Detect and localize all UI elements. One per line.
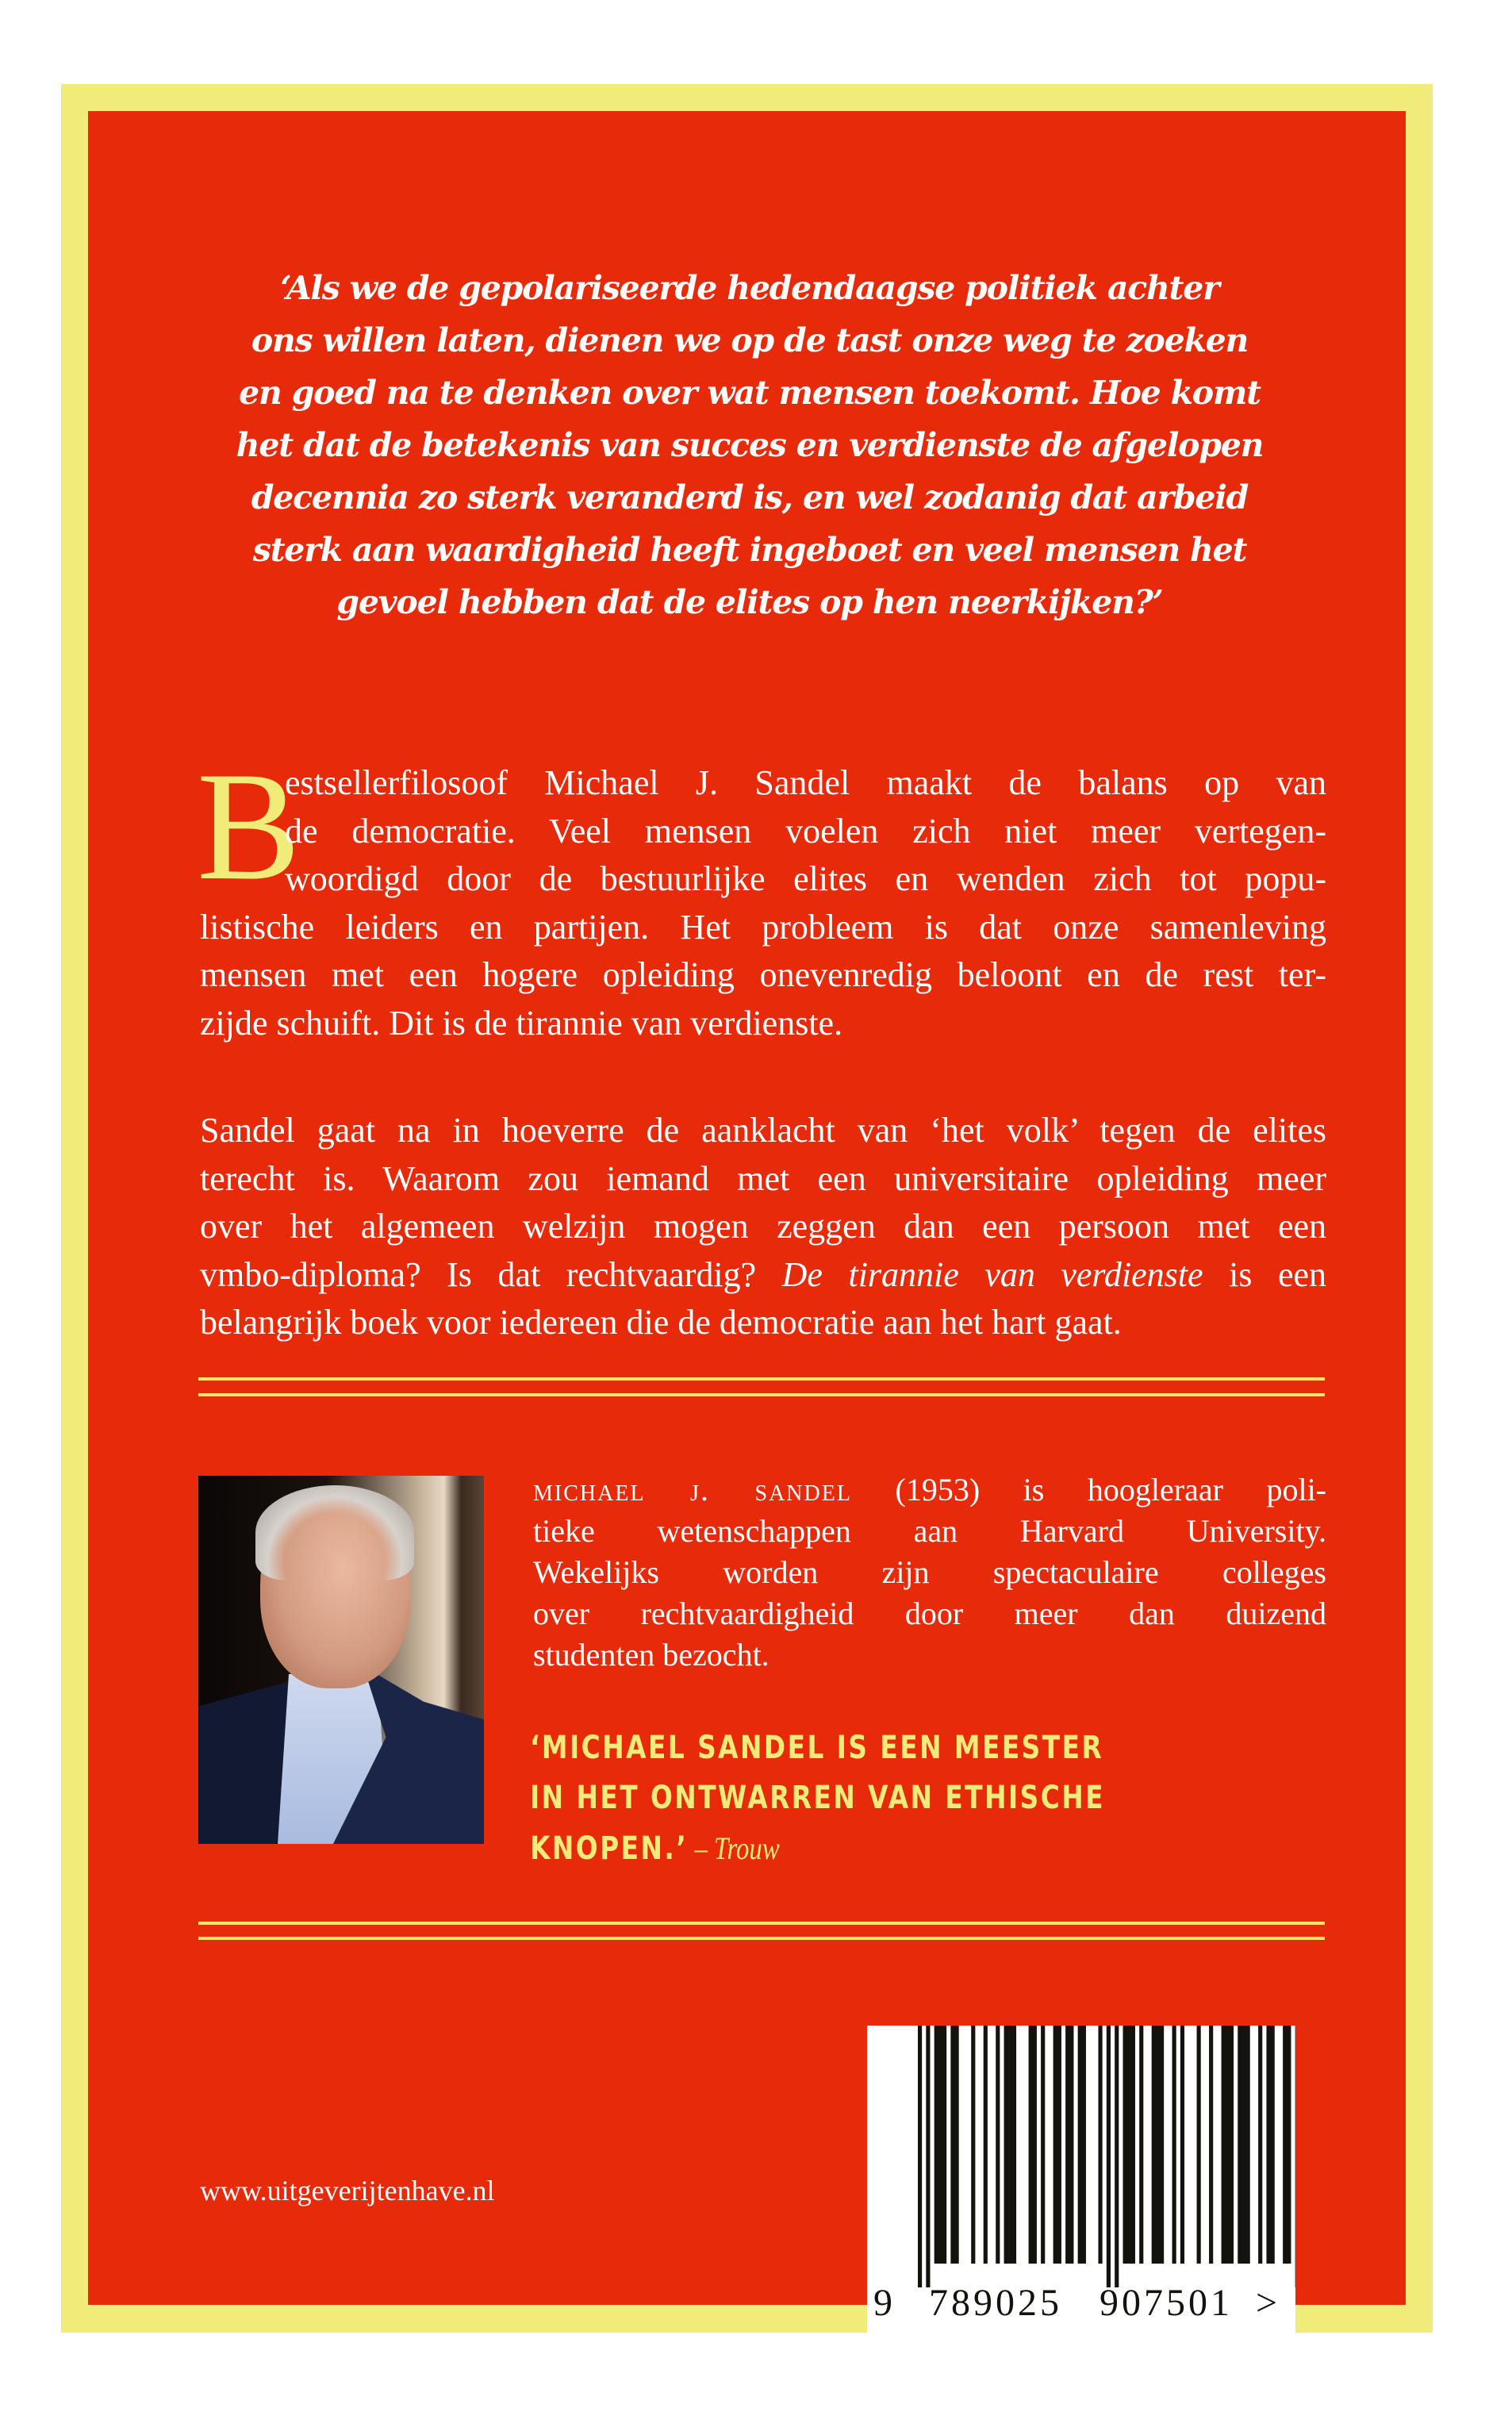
text-line: tieke wetenschappen aan Harvard University. xyxy=(533,1513,1326,1549)
blurb-text: KNOPEN.’ xyxy=(530,1830,689,1867)
barcode-bar xyxy=(1266,2026,1274,2264)
barcode-bar xyxy=(971,2026,975,2264)
barcode-bar xyxy=(1123,2026,1136,2264)
quote-line: ‘Als we de gepolariseerde hedendaagse politiek achter xyxy=(280,269,1219,307)
text-line xyxy=(200,1251,1326,1300)
isbn-right-group: 907501 xyxy=(1099,2282,1233,2324)
text-line: woordigd door de bestuurlijke elites en wenden zich tot popu- xyxy=(285,859,1326,898)
text-line: zijde schuift. Dit is de tirannie van verdienste. xyxy=(200,1003,843,1043)
quote-line: sterk aan waardigheid heeft ingeboet en veel mensen het xyxy=(252,531,1247,569)
isbn-left-group: 789025 xyxy=(929,2282,1062,2324)
divider-line xyxy=(198,1393,1325,1396)
text-line: terecht is. Waarom zou iemand met een universitaire opleiding meer xyxy=(200,1158,1326,1198)
press-blurb xyxy=(530,1723,1180,1874)
text-segment: vmbo-diploma? Is dat rechtvaardig? xyxy=(200,1254,782,1294)
text-line: Sandel gaat na in hoeverre de aanklacht van ‘het volk’ tegen de elites xyxy=(200,1111,1326,1150)
barcode-bar xyxy=(1107,2026,1111,2287)
text-line: estsellerfilosoof Michael J. Sandel maakt de balans op van xyxy=(285,763,1326,802)
text-line: listische leiders en partijen. Het probleem is dat onze samenleving xyxy=(200,907,1326,947)
barcode-bar xyxy=(1098,2026,1102,2264)
barcode-bar xyxy=(1172,2026,1176,2264)
divider-line xyxy=(198,1377,1325,1381)
author-bio xyxy=(533,1469,1326,1676)
blurb-line xyxy=(530,1823,1180,1874)
pull-quote xyxy=(159,262,1341,628)
barcode-bars xyxy=(867,2026,1295,2295)
text-line: Wekelijks worden zijn spectaculaire colleges xyxy=(533,1554,1326,1590)
barcode-bar xyxy=(1041,2026,1045,2264)
barcode-bar xyxy=(1029,2026,1037,2264)
barcode-bar xyxy=(1283,2026,1291,2264)
book-title-italic: De tirannie van verdienste xyxy=(781,1254,1203,1294)
blurb-line: ‘MICHAEL SANDEL IS EEN MEESTER xyxy=(530,1730,1104,1766)
description-paragraph-2 xyxy=(200,1107,1326,1347)
barcode-bar xyxy=(1180,2026,1184,2264)
description-paragraph-1 xyxy=(200,759,1326,1047)
drop-cap: B xyxy=(197,740,301,912)
barcode-bar xyxy=(1238,2026,1250,2264)
barcode-bar xyxy=(1258,2026,1262,2264)
barcode-bar xyxy=(926,2026,930,2287)
barcode-bar xyxy=(1065,2026,1073,2264)
barcode-bar xyxy=(1197,2026,1201,2264)
text-segment: (1953) is hoogleraar poli- xyxy=(851,1472,1326,1507)
barcode-bar xyxy=(1209,2026,1213,2264)
text-line: belangrijk boek voor iedereen die de democratie aan het hart gaat. xyxy=(200,1303,1122,1342)
barcode-bar xyxy=(1078,2026,1086,2264)
blurb-source: – Trouw xyxy=(688,1830,780,1866)
barcode-bar xyxy=(918,2026,922,2287)
quote-line: ons willen laten, dienen we op de tast onze weg te zoeken xyxy=(251,321,1249,359)
barcode-bar xyxy=(1053,2026,1061,2264)
text-line: over het algemeen welzijn mogen zeggen dan een persoon met een xyxy=(200,1207,1326,1246)
author-name: michael j. sandel xyxy=(533,1472,852,1507)
quote-line: en goed na te denken over wat mensen toekomt. Hoe komt xyxy=(239,374,1261,412)
author-photo xyxy=(198,1476,484,1844)
text-line: mensen met een hogere opleiding onevenredig beloont en de rest ter- xyxy=(200,955,1326,994)
barcode-bar xyxy=(1222,2026,1234,2264)
isbn-barcode xyxy=(867,2026,1295,2352)
barcode-bar xyxy=(1152,2026,1165,2264)
text-line: de democratie. Veel mensen voelen zich niet meer vertegen- xyxy=(285,811,1326,851)
quiet-zone-marker: > xyxy=(1256,2282,1281,2324)
text-line xyxy=(533,1469,1326,1511)
blurb-line: IN HET ONTWARREN VAN ETHISCHE xyxy=(530,1780,1106,1816)
quote-line: het dat de betekenis van succes en verdienste de afgelopen xyxy=(236,426,1264,464)
text-segment: is een xyxy=(1203,1254,1327,1294)
divider-line xyxy=(198,1922,1325,1925)
quote-line: gevoel hebben dat de elites op hen neerkijken?’ xyxy=(336,583,1163,621)
barcode-bar xyxy=(996,2026,1000,2264)
barcode-bar xyxy=(950,2026,958,2264)
quote-line: decennia zo sterk veranderd is, en wel zodanig dat arbeid xyxy=(251,478,1249,517)
publisher-url[interactable]: www.uitgeverijtenhave.nl xyxy=(200,2175,495,2206)
barcode-bar xyxy=(1139,2026,1143,2264)
text-line: studenten bezocht. xyxy=(533,1637,769,1673)
isbn-prefix-digit: 9 xyxy=(873,2282,896,2324)
divider-line xyxy=(198,1937,1325,1940)
barcode-bar xyxy=(1004,2026,1017,2264)
barcode-bar xyxy=(1115,2026,1119,2287)
photo-hair xyxy=(255,1485,414,1580)
barcode-bar xyxy=(984,2026,988,2264)
barcode-bar xyxy=(934,2026,947,2264)
text-line: over rechtvaardigheid door meer dan duizend xyxy=(533,1596,1326,1631)
